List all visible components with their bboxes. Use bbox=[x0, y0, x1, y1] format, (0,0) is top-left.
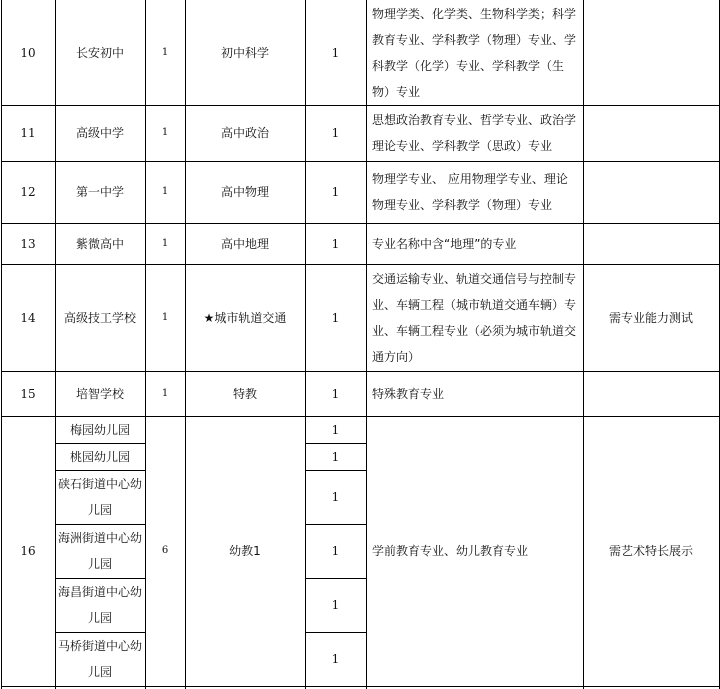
sub-row-rule bbox=[305, 470, 367, 471]
table-rule bbox=[1, 223, 720, 224]
hire-count: 1 bbox=[331, 386, 340, 401]
row-number: 11 bbox=[20, 126, 36, 140]
row-number: 10 bbox=[20, 45, 36, 60]
major-requirement: 专业名称中含“地理”的专业 bbox=[372, 236, 517, 251]
table-rule bbox=[55, 0, 56, 689]
table-rule bbox=[583, 0, 584, 689]
sub-row-rule bbox=[55, 632, 146, 633]
table-rule bbox=[145, 0, 146, 689]
row-number: 14 bbox=[20, 310, 36, 325]
subject: 高中物理 bbox=[220, 185, 269, 199]
sub-row-rule bbox=[305, 443, 367, 444]
school-name: 高级技工学校 bbox=[63, 310, 136, 325]
sub-row-rule bbox=[55, 578, 146, 579]
hire-count: 1 bbox=[331, 544, 340, 558]
remark: 需艺术特长展示 bbox=[608, 544, 693, 558]
kindergarten-name: 海昌街道中心幼儿园 bbox=[57, 585, 142, 625]
table-bottom-rule bbox=[1, 686, 720, 687]
subject: 高中政治 bbox=[220, 126, 269, 140]
kindergarten-name: 马桥街道中心幼儿园 bbox=[57, 639, 142, 679]
hire-count: 1 bbox=[331, 236, 340, 251]
remark bbox=[583, 223, 719, 264]
remark bbox=[583, 161, 719, 223]
remark: 需专业能力测试 bbox=[608, 310, 693, 325]
sub-row-rule bbox=[55, 524, 146, 525]
position-count: 1 bbox=[161, 311, 169, 323]
table-rule bbox=[1, 0, 2, 689]
remark bbox=[583, 371, 719, 416]
row-number: 16 bbox=[20, 544, 36, 558]
hire-count: 1 bbox=[331, 598, 340, 612]
remark bbox=[583, 0, 719, 105]
subject: 高中地理 bbox=[220, 236, 269, 251]
position-count: 1 bbox=[161, 186, 169, 197]
sub-row-rule bbox=[305, 632, 367, 633]
hire-count: 1 bbox=[331, 652, 340, 666]
hire-count: 1 bbox=[331, 185, 340, 199]
row-number: 15 bbox=[20, 386, 36, 401]
kindergarten-name: 海洲街道中心幼儿园 bbox=[57, 531, 142, 571]
kindergarten-name: 硖石街道中心幼儿园 bbox=[57, 477, 142, 517]
school-name: 高级中学 bbox=[75, 126, 124, 140]
position-count: 6 bbox=[161, 545, 169, 556]
subject: 特教 bbox=[232, 386, 257, 401]
major-requirement: 物理学类、化学类、生物科学类；科学教育专业、学科教学（物理）专业、学科教学（化学）专业、学科教学（生物）专业 bbox=[372, 6, 577, 99]
position-count: 1 bbox=[161, 46, 169, 58]
table-rule bbox=[185, 0, 186, 689]
school-name: 第一中学 bbox=[75, 185, 124, 199]
table-rule bbox=[1, 105, 720, 106]
major-requirement: 特殊教育专业 bbox=[372, 386, 445, 401]
table-rule bbox=[1, 161, 720, 162]
subject: ★城市轨道交通 bbox=[203, 310, 287, 325]
hire-count: 1 bbox=[331, 449, 340, 464]
table-rule bbox=[1, 264, 720, 265]
sub-row-rule bbox=[305, 578, 367, 579]
row-number: 13 bbox=[20, 236, 36, 251]
table-rule bbox=[366, 0, 367, 689]
hire-count: 1 bbox=[331, 422, 340, 437]
major-requirement: 学前教育专业、幼儿教育专业 bbox=[372, 544, 529, 558]
school-name: 紫微高中 bbox=[75, 236, 124, 251]
hire-count: 1 bbox=[331, 490, 340, 504]
hire-count: 1 bbox=[331, 310, 340, 325]
sub-row-rule bbox=[55, 443, 146, 444]
subject: 幼教1 bbox=[229, 544, 261, 558]
table-rule bbox=[1, 371, 720, 372]
hire-count: 1 bbox=[331, 45, 340, 60]
major-requirement: 物理学专业、 应用物理学专业、理论物理专业、学科教学（物理）专业 bbox=[372, 172, 568, 212]
major-requirement: 思想政治教育专业、哲学专业、政治学理论专业、学科教学（思政）专业 bbox=[372, 113, 577, 153]
table-rule bbox=[305, 0, 306, 689]
school-name: 长安初中 bbox=[75, 45, 124, 60]
table-rule bbox=[1, 416, 720, 417]
kindergarten-name: 梅园幼儿园 bbox=[69, 422, 130, 437]
subject: 初中科学 bbox=[220, 45, 269, 60]
row-number: 12 bbox=[20, 185, 36, 199]
kindergarten-name: 桃园幼儿园 bbox=[69, 449, 130, 464]
position-count: 1 bbox=[161, 237, 169, 249]
position-count: 1 bbox=[161, 387, 169, 399]
position-count: 1 bbox=[161, 127, 169, 138]
remark bbox=[583, 105, 719, 161]
sub-row-rule bbox=[305, 524, 367, 525]
school-name: 培智学校 bbox=[75, 386, 124, 401]
major-requirement: 交通运输专业、轨道交通信号与控制专业、车辆工程（城市轨道交通车辆）专业、车辆工程专业（必须为城市轨道交通方向） bbox=[372, 271, 577, 364]
sub-row-rule bbox=[55, 470, 146, 471]
hire-count: 1 bbox=[331, 126, 340, 140]
